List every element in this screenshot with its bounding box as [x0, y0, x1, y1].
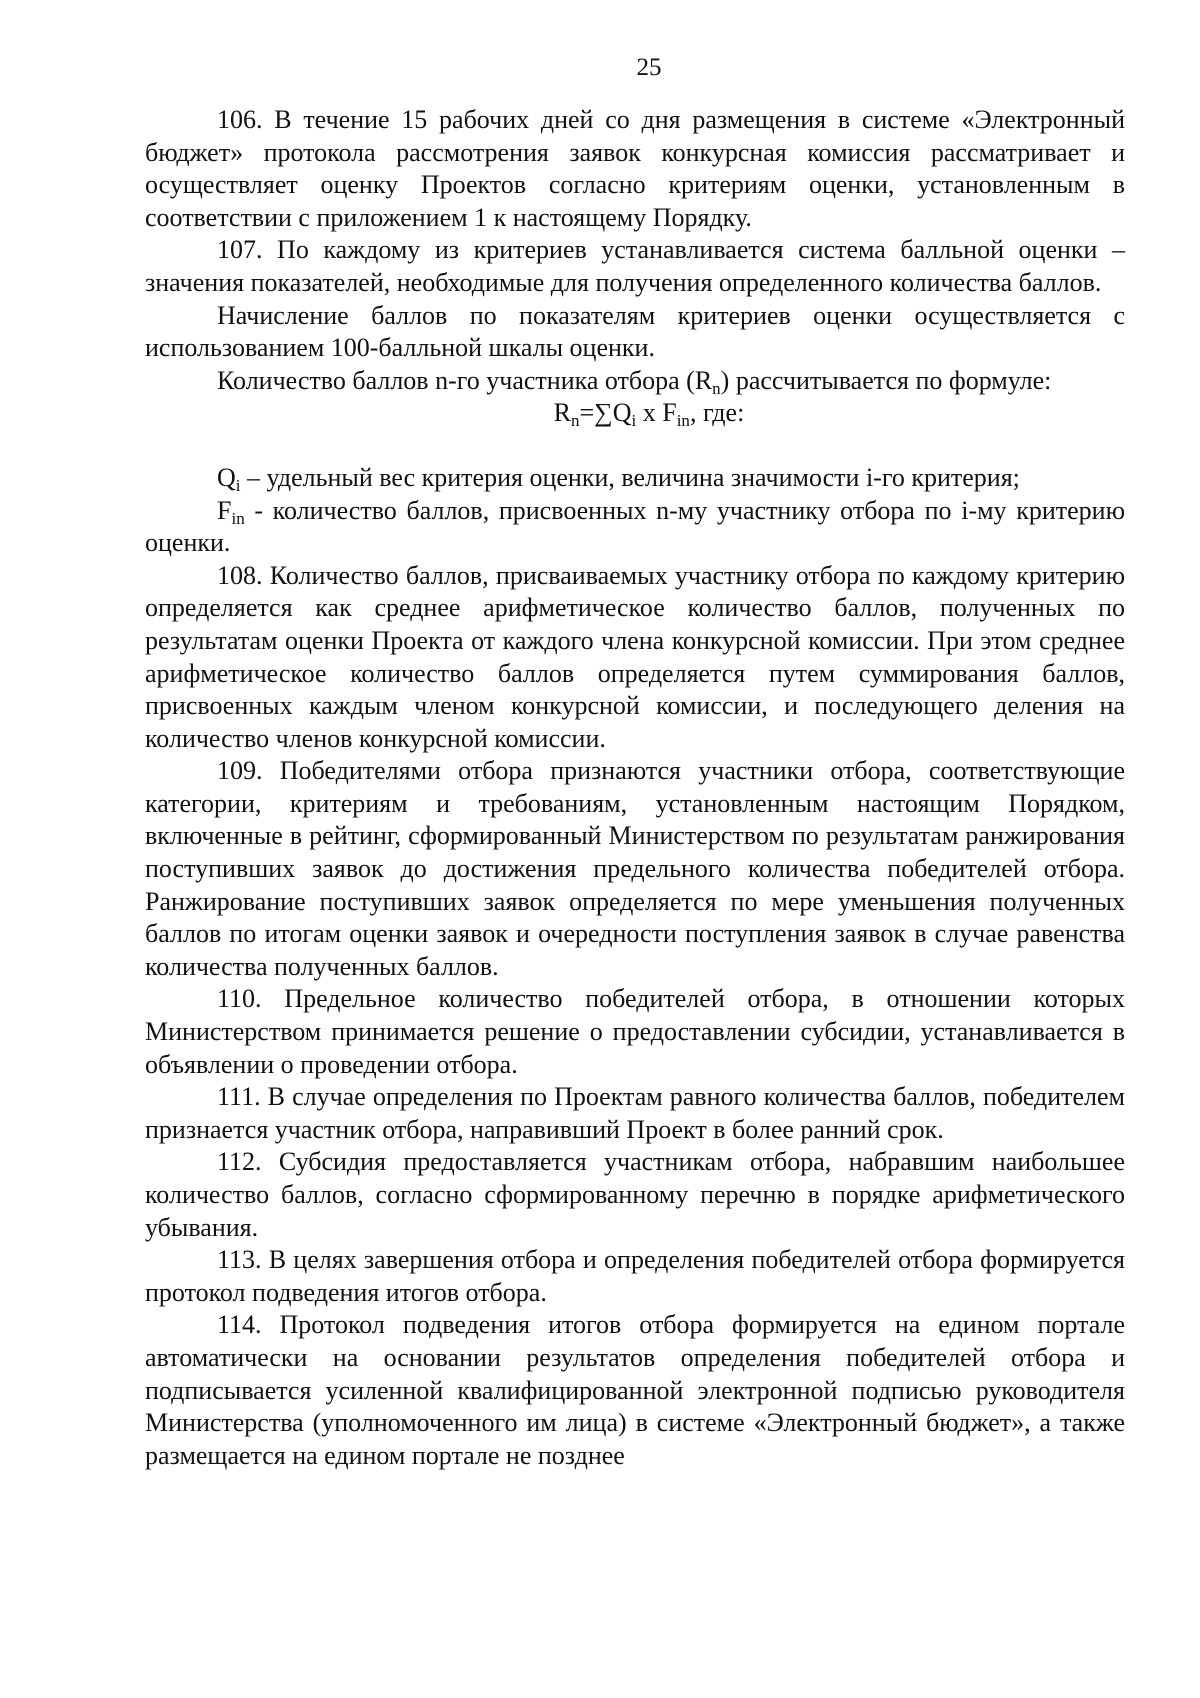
definition-qi-subscript: i	[235, 475, 241, 495]
formula-intro-text: Количество баллов n-го участника отбора (R	[217, 365, 713, 395]
paragraph-114: 114. Протокол подведения итогов отбора формируется на едином портале автоматически на основании результатов определения победителей отбора и подписывается усиленной квалифицированной электронной подписью руководителя Министерства (уполномоченного им лица) в системе «Электронный бюджет», а также размещается на едином портале не позднее	[145, 1310, 1125, 1470]
formula-intro-text-end: ) рассчитывается по формуле:	[720, 365, 1052, 395]
paragraph-110: 110. Предельное количество победителей отбора, в отношении которых Министерством принимается решение о предоставлении субсидии, устанавливается в объявлении о проведении отбора.	[145, 984, 1125, 1079]
document-body	[145, 104, 1125, 1472]
paragraph-108: 108. Количество баллов, присваиваемых участнику отбора по каждому критерию определяется как среднее арифметическое количество баллов, полученных по результатам оценки Проекта от каждого члена конкурсной комиссии. При этом среднее арифметическое количество баллов определяется путем суммирования баллов, присвоенных каждым членом конкурсной комиссии, и последующего деления на количество членов конкурсной комиссии.	[145, 560, 1125, 753]
paragraph-106: 106. В течение 15 рабочих дней со дня размещения в системе «Электронный бюджет» протокола рассмотрения заявок конкурсная комиссия рассматривает и осуществляет оценку Проектов согласно критериям оценки, установленным в соответствии с приложением 1 к настоящему Порядку.	[145, 105, 1125, 232]
definition-fin-text: - количество баллов, присвоенных n-му участнику отбора по i-му критерию оценки.	[145, 495, 1125, 558]
paragraph-111: 111. В случае определения по Проектам равного количества баллов, победителем признается участник отбора, направивший Проект в более ранний срок.	[145, 1082, 1125, 1144]
formula-tail: , где:	[689, 398, 745, 428]
definition-fin-symbol: F	[217, 495, 232, 525]
formula-sum-q: =∑Q	[579, 398, 632, 428]
paragraph-107-scoring-scale: Начисление баллов по показателям критериев оценки осуществляется с использованием 100-балльной шкалы оценки.	[145, 300, 1125, 363]
formula-spacer	[145, 430, 1125, 462]
paragraph-107-formula-intro	[145, 365, 1125, 398]
definition-fin	[145, 495, 1125, 560]
formula-f-subscript: in	[676, 411, 690, 431]
scoring-formula	[145, 397, 1125, 430]
paragraph-109: 109. Победителями отбора признаются участники отбора, соответствующие категории, критериям и требованиям, установленным настоящим Порядком, включенные в рейтинг, сформированный Министерством по результатам ранжирования поступивших заявок до достижения предельного количества победителей отбора. Ранжирование поступивших заявок определяется по мере уменьшения полученных баллов по итогам оценки заявок и очередности поступления заявок в случае равенства количества полученных баллов.	[145, 756, 1125, 981]
formula-r: R	[553, 398, 572, 428]
definition-qi-symbol: Q	[217, 462, 236, 492]
page-number: 25	[636, 54, 662, 81]
formula-q-subscript: i	[631, 411, 637, 431]
formula-times-f: x F	[636, 398, 677, 428]
paragraph-107: 107. По каждому из критериев устанавливается система балльной оценки – значения показателей, необходимые для получения определенного количества баллов.	[145, 235, 1125, 297]
formula-intro-subscript: n	[712, 378, 721, 398]
definition-qi	[145, 462, 1125, 495]
definition-fin-subscript: in	[231, 508, 245, 528]
paragraph-113: 113. В целях завершения отбора и определения победителей отбора формируется протокол подведения итогов отбора.	[145, 1245, 1125, 1307]
definition-qi-text: – удельный вес критерия оценки, величина значимости i-го критерия;	[240, 462, 1020, 492]
paragraph-112: 112. Субсидия предоставляется участникам отбора, набравшим наибольшее количество баллов, согласно сформированному перечню в порядке арифметического убывания.	[145, 1147, 1125, 1242]
formula-r-subscript: n	[571, 411, 580, 431]
